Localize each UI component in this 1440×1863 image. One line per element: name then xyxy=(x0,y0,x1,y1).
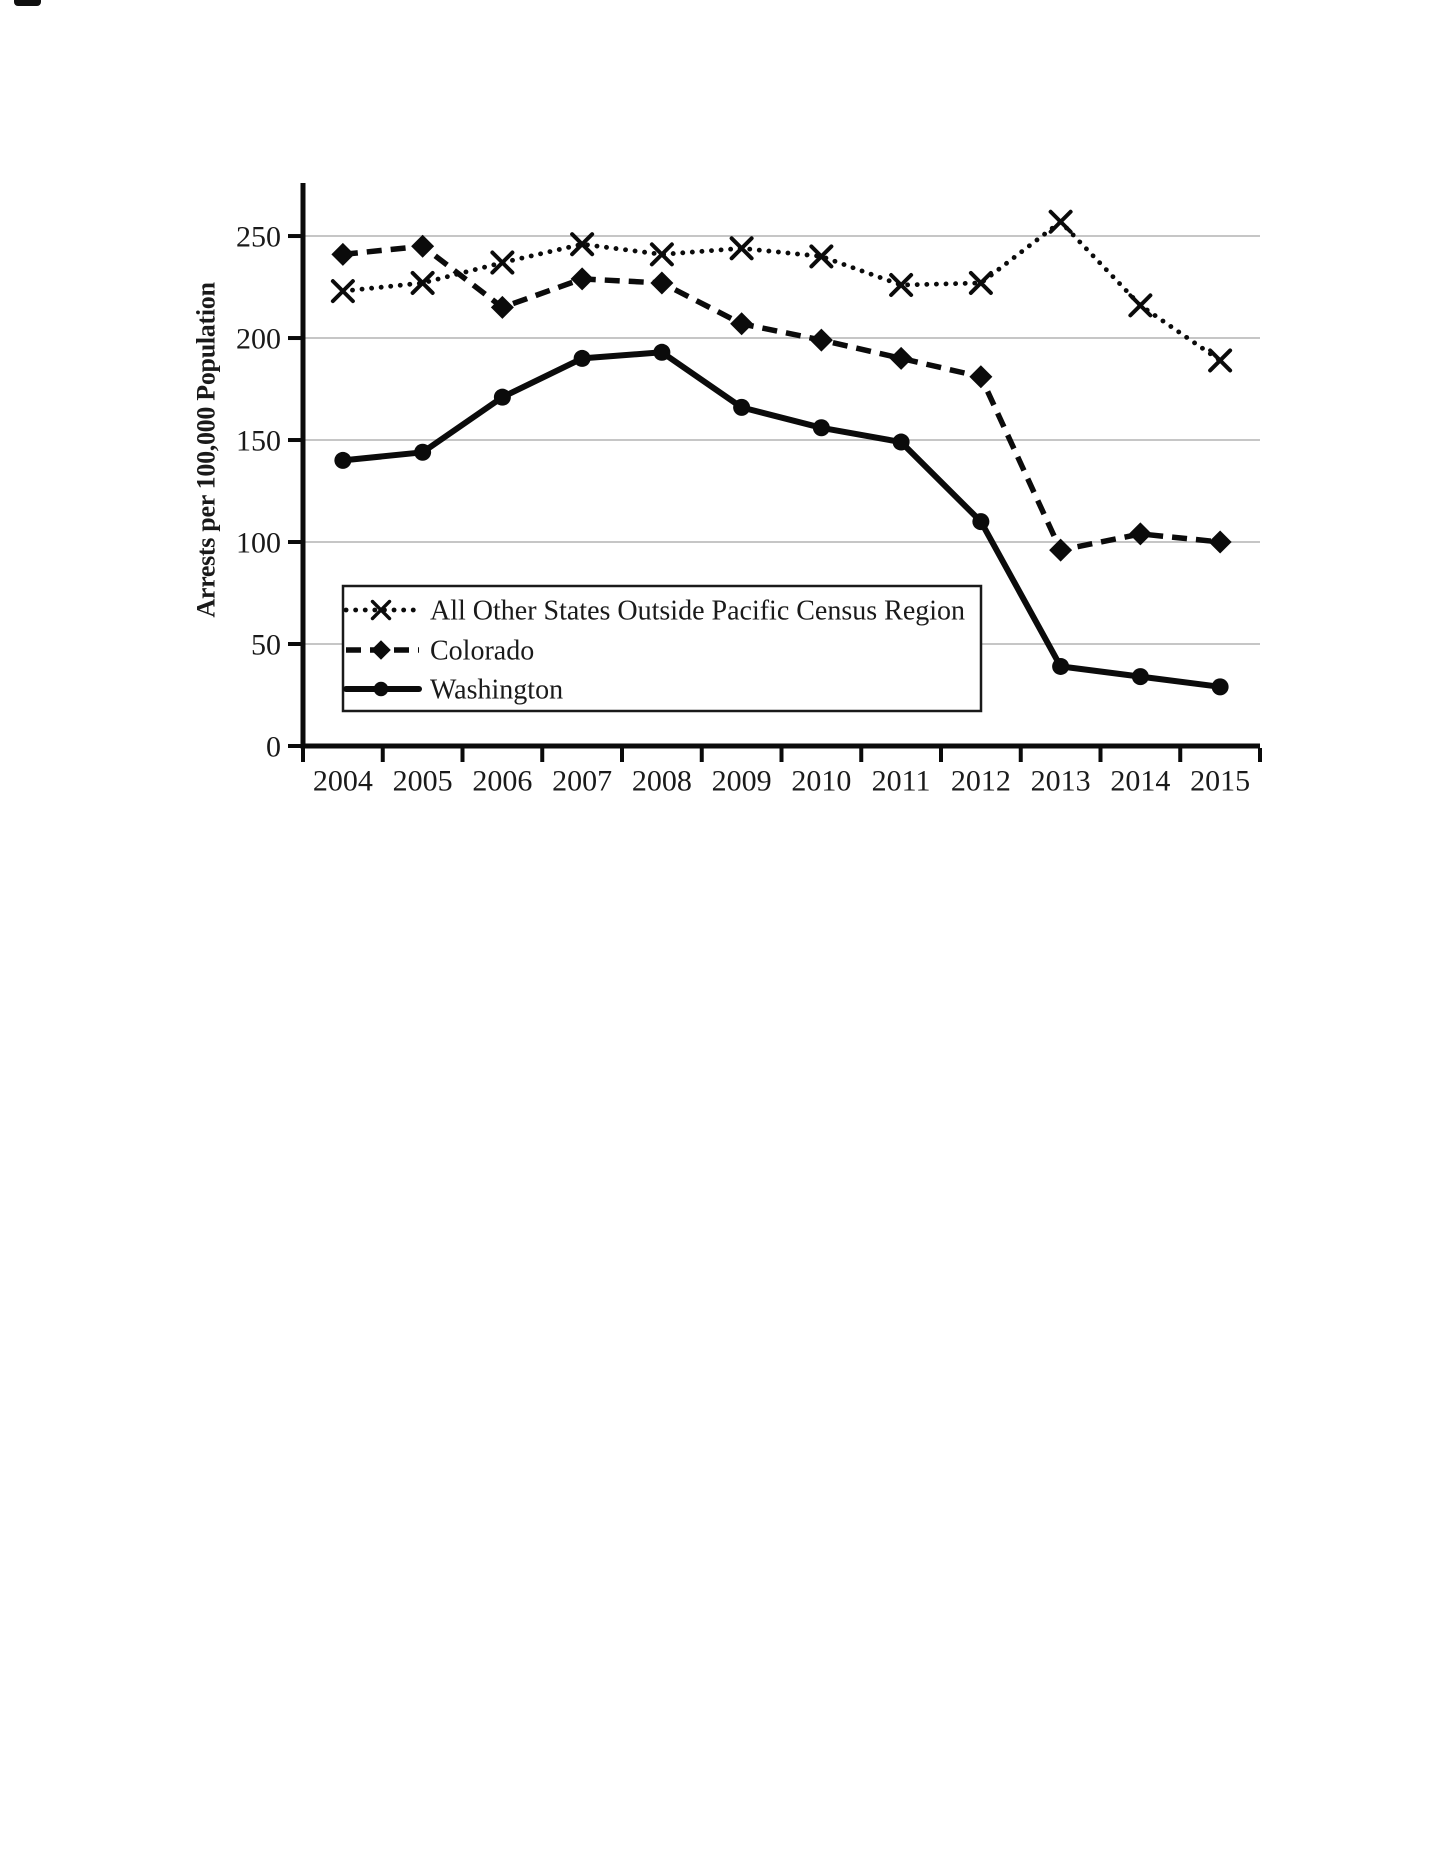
diamond-marker-icon xyxy=(890,347,913,370)
circle-marker-icon xyxy=(374,682,388,696)
legend-label: Washington xyxy=(430,674,564,706)
x-axis-year-label: 2015 xyxy=(1190,764,1251,798)
circle-marker-icon xyxy=(972,513,989,530)
diamond-marker-icon xyxy=(650,271,673,294)
diamond-marker-icon xyxy=(969,365,992,388)
series-line xyxy=(343,246,1220,550)
circle-marker-icon xyxy=(1212,678,1229,695)
x-axis-year-label: 2013 xyxy=(1030,764,1091,798)
circle-marker-icon xyxy=(494,389,511,406)
circle-marker-icon xyxy=(574,350,591,367)
legend-label: All Other States Outside Pacific Census Region xyxy=(430,595,966,627)
x-axis-year-label: 2011 xyxy=(871,764,931,798)
diamond-marker-icon xyxy=(1209,531,1232,554)
x-axis-year-label: 2012 xyxy=(950,764,1011,798)
x-axis-ticks-and-labels xyxy=(303,748,1260,798)
gridlines xyxy=(303,236,1260,644)
circle-marker-icon xyxy=(893,434,910,451)
y-tick-label: 150 xyxy=(236,424,281,458)
x-axis-year-label: 2008 xyxy=(631,764,692,798)
circle-marker-icon xyxy=(733,399,750,416)
diamond-marker-icon xyxy=(411,235,434,258)
x-axis-year-label: 2010 xyxy=(791,764,852,798)
circle-marker-icon xyxy=(1132,668,1149,685)
y-tick-label: 50 xyxy=(251,628,281,662)
diamond-marker-icon xyxy=(730,312,753,335)
y-tick-label: 0 xyxy=(266,730,281,764)
series-colorado xyxy=(331,235,1231,562)
x-axis-year-label: 2004 xyxy=(312,764,373,798)
circle-marker-icon xyxy=(334,452,351,469)
diamond-marker-icon xyxy=(810,329,833,352)
x-axis-year-label: 2005 xyxy=(392,764,453,798)
y-tick-label: 250 xyxy=(236,220,281,254)
y-axis-title-group xyxy=(192,282,221,618)
circle-marker-icon xyxy=(414,444,431,461)
circle-marker-icon xyxy=(653,344,670,361)
diamond-marker-icon xyxy=(331,243,354,266)
y-axis-ticks-and-labels xyxy=(236,221,302,764)
chart-legend xyxy=(343,586,981,711)
x-axis-year-label: 2007 xyxy=(552,764,613,798)
legend-label: Colorado xyxy=(430,635,535,667)
circle-marker-icon xyxy=(813,419,830,436)
series-line xyxy=(343,222,1220,361)
circle-marker-icon xyxy=(1052,658,1069,675)
y-tick-label: 200 xyxy=(236,322,281,356)
x-axis-year-label: 2006 xyxy=(472,764,533,798)
y-axis-title: Arrests per 100,000 Population xyxy=(191,282,221,618)
legend-row-x xyxy=(346,596,965,627)
x-axis-year-label: 2014 xyxy=(1110,764,1171,798)
y-tick-label: 100 xyxy=(236,526,281,560)
x-axis-year-label: 2009 xyxy=(711,764,772,798)
diamond-marker-icon xyxy=(571,267,594,290)
